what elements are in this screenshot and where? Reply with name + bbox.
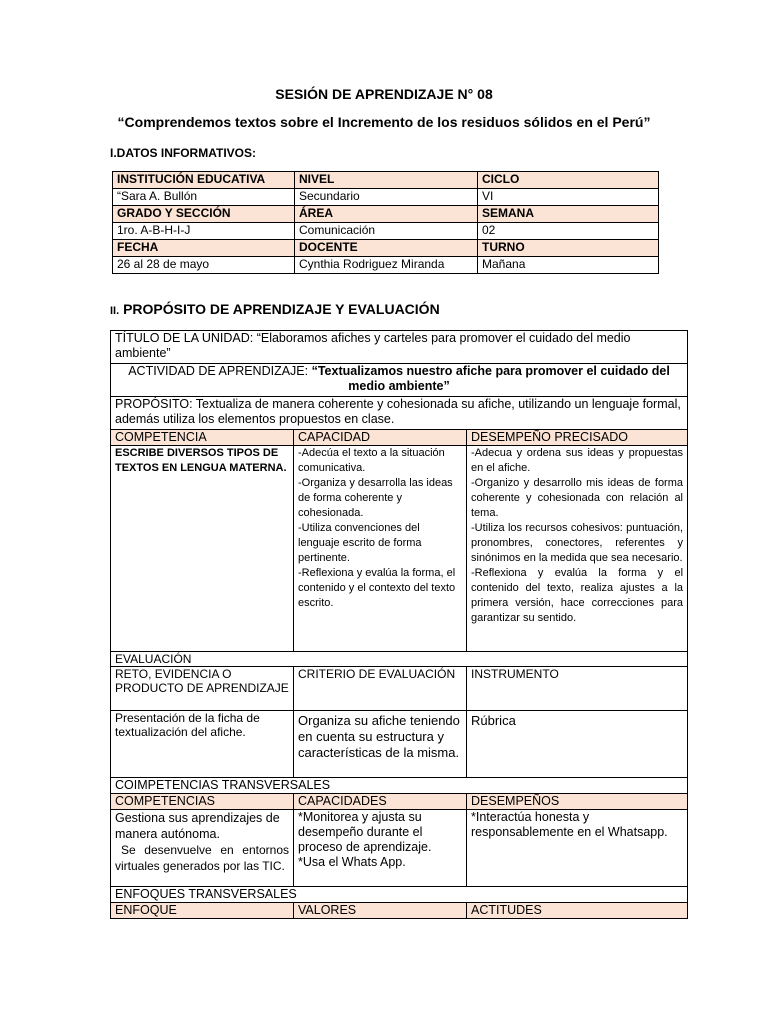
table-header-cell: FECHA bbox=[113, 240, 295, 257]
list-item: *Usa el Whats App. bbox=[298, 855, 406, 869]
trans-desempenos-cell: *Interactúa honesta y responsablemente en el Whatsapp. bbox=[467, 810, 688, 887]
enfoques-heading: ENFOQUES TRANSVERSALES bbox=[111, 887, 688, 903]
table-header-cell: CICLO bbox=[478, 172, 659, 189]
section-heading-text: PROPÓSITO DE APRENDIZAJE Y EVALUACIÓN bbox=[123, 301, 440, 317]
table-cell: 02 bbox=[478, 223, 659, 240]
list-item: -Adecúa el texto a la situación comunicativa. bbox=[298, 447, 445, 474]
list-item: -Organiza y desarrolla las ideas de forma coherente y cohesionada. bbox=[298, 477, 453, 519]
table-row bbox=[111, 364, 688, 397]
table-row bbox=[111, 887, 688, 903]
table-row bbox=[113, 240, 659, 257]
table-header-cell: INSTITUCIÓN EDUCATIVA bbox=[113, 172, 295, 189]
proposito-cell: PROPÓSITO: Textualiza de manera coherente y cohesionada su afiche, utilizando un lenguaje formal, además utiliza los elementos propuestos en clase. bbox=[111, 397, 688, 430]
list-item: -Utiliza convenciones del lenguaje escrito de forma pertinente. bbox=[298, 522, 422, 564]
table-header-cell: TURNO bbox=[478, 240, 659, 257]
table-header-cell: ACTITUDES bbox=[467, 903, 688, 919]
eval-criterio-cell: Organiza su afiche teniendo en cuenta su estructura y características de la misma. bbox=[294, 711, 467, 778]
table-row bbox=[111, 778, 688, 794]
unit-title-cell: TÍTULO DE LA UNIDAD: “Elaboramos afiches y carteles para promover el cuidado del medio ambiente” bbox=[111, 331, 688, 364]
eval-header-criterio: CRITERIO DE EVALUACIÓN bbox=[294, 667, 467, 711]
list-item: -Reflexiona y evalúa la forma y el contenido del texto, realiza ajustes a la primera versión, hace correcciones para garantizar su sentido. bbox=[471, 567, 684, 624]
desempeno-cell bbox=[467, 446, 688, 652]
trans-competencias-cell bbox=[111, 810, 294, 887]
table-row bbox=[113, 189, 659, 206]
table-cell: Cynthia Rodriguez Miranda bbox=[295, 257, 478, 274]
table-header-cell: VALORES bbox=[294, 903, 467, 919]
table-row bbox=[111, 331, 688, 364]
table-cell: Secundario bbox=[295, 189, 478, 206]
table-header-cell: COMPETENCIAS bbox=[111, 794, 294, 810]
section-number: II. bbox=[110, 305, 120, 317]
table-row bbox=[111, 652, 688, 667]
table-row bbox=[111, 903, 688, 919]
table-row bbox=[111, 667, 688, 711]
table-cell: 26 al 28 de mayo bbox=[113, 257, 295, 274]
list-item: Gestiona sus aprendizajes de manera autónoma. bbox=[115, 811, 280, 841]
table-header-cell: DOCENTE bbox=[295, 240, 478, 257]
table-row bbox=[111, 430, 688, 446]
session-title: SESIÓN DE APRENDIZAJE N° 08 bbox=[275, 86, 493, 102]
info-table bbox=[112, 171, 659, 274]
table-header-cell: GRADO Y SECCIÓN bbox=[113, 206, 295, 223]
session-subtitle: “Comprendemos textos sobre el Incremento de los residuos sólidos en el Perú” bbox=[117, 114, 651, 130]
eval-header-instrumento: INSTRUMENTO bbox=[467, 667, 688, 711]
table-header-cell: DESEMPEÑOS bbox=[467, 794, 688, 810]
purpose-table bbox=[110, 330, 688, 919]
section-heading-datos: I.DATOS INFORMATIVOS: bbox=[110, 146, 256, 160]
eval-instrumento-cell: Rúbrica bbox=[467, 711, 688, 778]
table-cell: Mañana bbox=[478, 257, 659, 274]
trans-capacidades-cell bbox=[294, 810, 467, 887]
table-row bbox=[113, 206, 659, 223]
table-cell: Comunicación bbox=[295, 223, 478, 240]
transversal-heading: COIMPETENCIAS TRANSVERSALES bbox=[111, 778, 688, 794]
list-item: -Utiliza los recursos cohesivos: puntuación, pronombres, conectores, referentes y sinónimos en la medida que sea necesario. bbox=[471, 522, 684, 564]
activity-title: “Textualizamos nuestro afiche para promover el cuidado del medio ambiente” bbox=[311, 364, 670, 393]
list-item: -Reflexiona y evalúa la forma, el contenido y el contexto del texto escrito. bbox=[298, 567, 456, 609]
capacidad-cell bbox=[294, 446, 467, 652]
table-row bbox=[113, 223, 659, 240]
table-row bbox=[113, 172, 659, 189]
table-cell: VI bbox=[478, 189, 659, 206]
table-row bbox=[111, 446, 688, 652]
list-item: -Organizo y desarrollo mis ideas de forma coherente y cohesionada con relación al tema. bbox=[471, 477, 684, 519]
table-header-cell: ENFOQUE bbox=[111, 903, 294, 919]
activity-label: ACTIVIDAD DE APRENDIZAJE: bbox=[128, 364, 312, 378]
table-header-cell: CAPACIDADES bbox=[294, 794, 467, 810]
table-row bbox=[111, 397, 688, 430]
table-header-cell: COMPETENCIA bbox=[111, 430, 294, 446]
eval-reto-cell: Presentación de la ficha de textualización del afiche. bbox=[111, 711, 294, 778]
activity-cell bbox=[111, 364, 688, 397]
section-heading-proposito bbox=[110, 301, 440, 317]
table-header-cell: ÁREA bbox=[295, 206, 478, 223]
table-header-cell: SEMANA bbox=[478, 206, 659, 223]
table-header-cell: NIVEL bbox=[295, 172, 478, 189]
eval-header-reto: RETO, EVIDENCIA O PRODUCTO DE APRENDIZAJE bbox=[111, 667, 294, 711]
table-cell: 1ro. A-B-H-I-J bbox=[113, 223, 295, 240]
competencia-cell: ESCRIBE DIVERSOS TIPOS DE TEXTOS EN LENGUA MATERNA. bbox=[111, 446, 294, 652]
table-row bbox=[113, 257, 659, 274]
list-item: -Adecua y ordena sus ideas y propuestas en el afiche. bbox=[471, 447, 684, 474]
table-row bbox=[111, 810, 688, 887]
table-row bbox=[111, 711, 688, 778]
evaluacion-heading: EVALUACIÓN bbox=[111, 652, 688, 667]
table-header-cell: CAPACIDAD bbox=[294, 430, 467, 446]
table-header-cell: DESEMPEÑO PRECISADO bbox=[467, 430, 688, 446]
list-item: *Monitorea y ajusta su desempeño durante el proceso de aprendizaje. bbox=[298, 810, 432, 854]
list-item: Se desenvuelve en entornos virtuales generados por las TIC. bbox=[115, 843, 289, 873]
table-row bbox=[111, 794, 688, 810]
table-cell: “Sara A. Bullón bbox=[113, 189, 295, 206]
